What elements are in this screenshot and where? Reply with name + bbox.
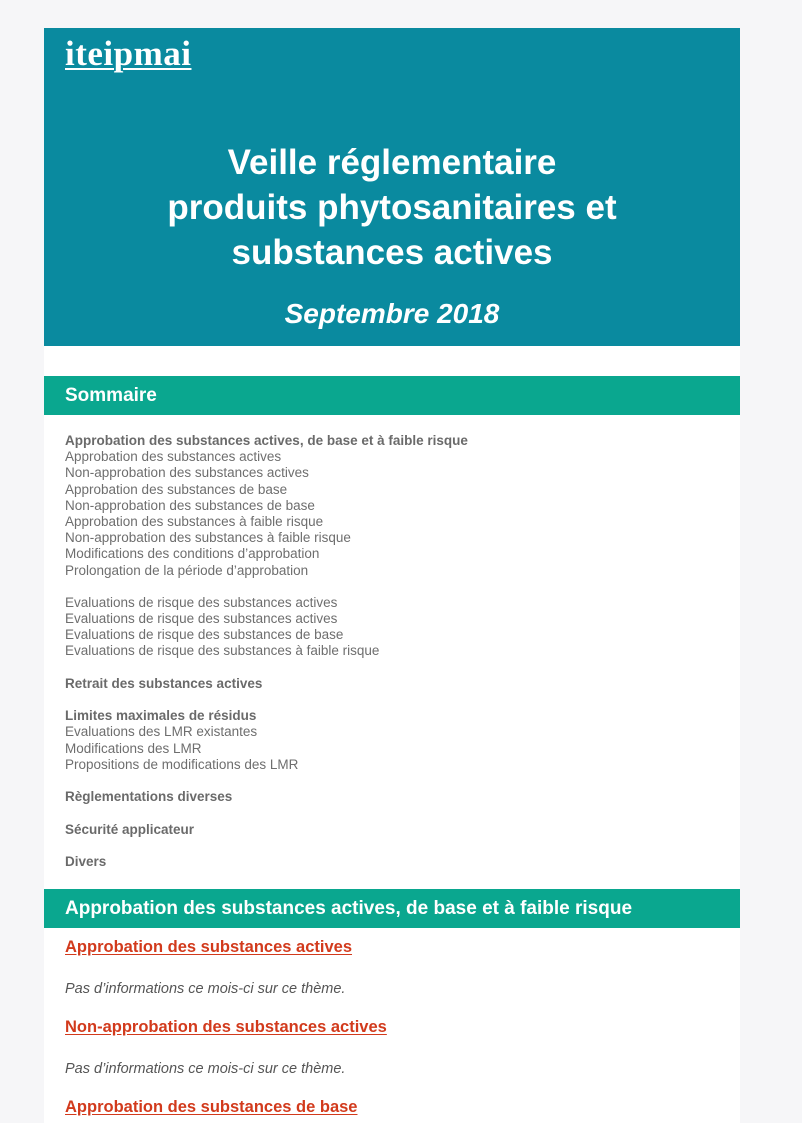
summary-group-title[interactable]: Sécurité applicateur <box>65 821 195 837</box>
sommaire-header <box>44 376 740 415</box>
sommaire-heading: Sommaire <box>65 385 157 406</box>
newsletter-page <box>44 28 740 1123</box>
summary-item[interactable]: Prolongation de la période d’approbation <box>65 562 309 578</box>
summary-group-title[interactable]: Règlementations diverses <box>65 789 233 805</box>
summary-item[interactable]: Non-approbation des substances à faible risque <box>65 530 351 546</box>
subsection-link-approbation-actives[interactable]: Approbation des substances actives <box>65 938 353 956</box>
summary-spacer <box>65 838 705 854</box>
summary-spacer <box>65 805 705 821</box>
summary-spacer <box>65 660 705 676</box>
hero-date: Septembre 2018 <box>284 298 500 329</box>
summary-item[interactable]: Modifications des conditions d’approbation <box>65 546 320 562</box>
summary-spacer <box>65 692 705 708</box>
summary-group-title[interactable]: Limites maximales de résidus <box>65 708 257 724</box>
summary-item[interactable]: Evaluations de risque des substances actives <box>65 611 338 627</box>
summary-group-title[interactable]: Retrait des substances actives <box>65 675 263 691</box>
hero-title <box>44 140 740 275</box>
hero-title-line-3: substances actives <box>231 233 553 272</box>
section-heading: Approbation des substances actives, de base et à faible risque <box>65 898 633 919</box>
summary-item[interactable]: Propositions de modifications des LMR <box>65 756 299 772</box>
summary-item[interactable]: Approbation des substances actives <box>65 449 282 465</box>
summary-item[interactable]: Evaluations de risque des substances de base <box>65 627 344 643</box>
summary-item[interactable]: Approbation des substances à faible risque <box>65 513 324 529</box>
hero-banner <box>44 28 740 346</box>
summary-list <box>65 433 705 870</box>
hero-title-line-2: produits phytosanitaires et <box>167 188 617 227</box>
section-header <box>44 889 740 928</box>
subsection-link-approbation-base[interactable]: Approbation des substances de base <box>65 1098 358 1116</box>
summary-group-title[interactable]: Divers <box>65 853 107 869</box>
subsection-note: Pas d’informations ce mois-ci sur ce thème. <box>65 981 346 997</box>
summary-group-title[interactable]: Approbation des substances actives, de base et à faible risque <box>65 433 468 448</box>
summary-item[interactable]: Evaluations de risque des substances à faible risque <box>65 643 380 659</box>
subsection-note: Pas d’informations ce mois-ci sur ce thème. <box>65 1061 346 1077</box>
summary-item[interactable]: Non-approbation des substances de base <box>65 497 315 513</box>
summary-item[interactable]: Non-approbation des substances actives <box>65 465 309 481</box>
hero-title-line-1: Veille réglementaire <box>227 143 557 182</box>
summary-spacer <box>65 579 705 595</box>
summary-spacer <box>65 773 705 789</box>
brand-logo[interactable]: iteipmai <box>65 34 192 73</box>
summary-item[interactable]: Modifications des LMR <box>65 740 202 756</box>
subsection-link-non-approbation-actives[interactable]: Non-approbation des substances actives <box>65 1018 387 1036</box>
summary-item[interactable]: Evaluations de risque des substances actives <box>65 594 338 610</box>
summary-item[interactable]: Approbation des substances de base <box>65 481 288 497</box>
summary-item[interactable]: Evaluations des LMR existantes <box>65 724 258 740</box>
